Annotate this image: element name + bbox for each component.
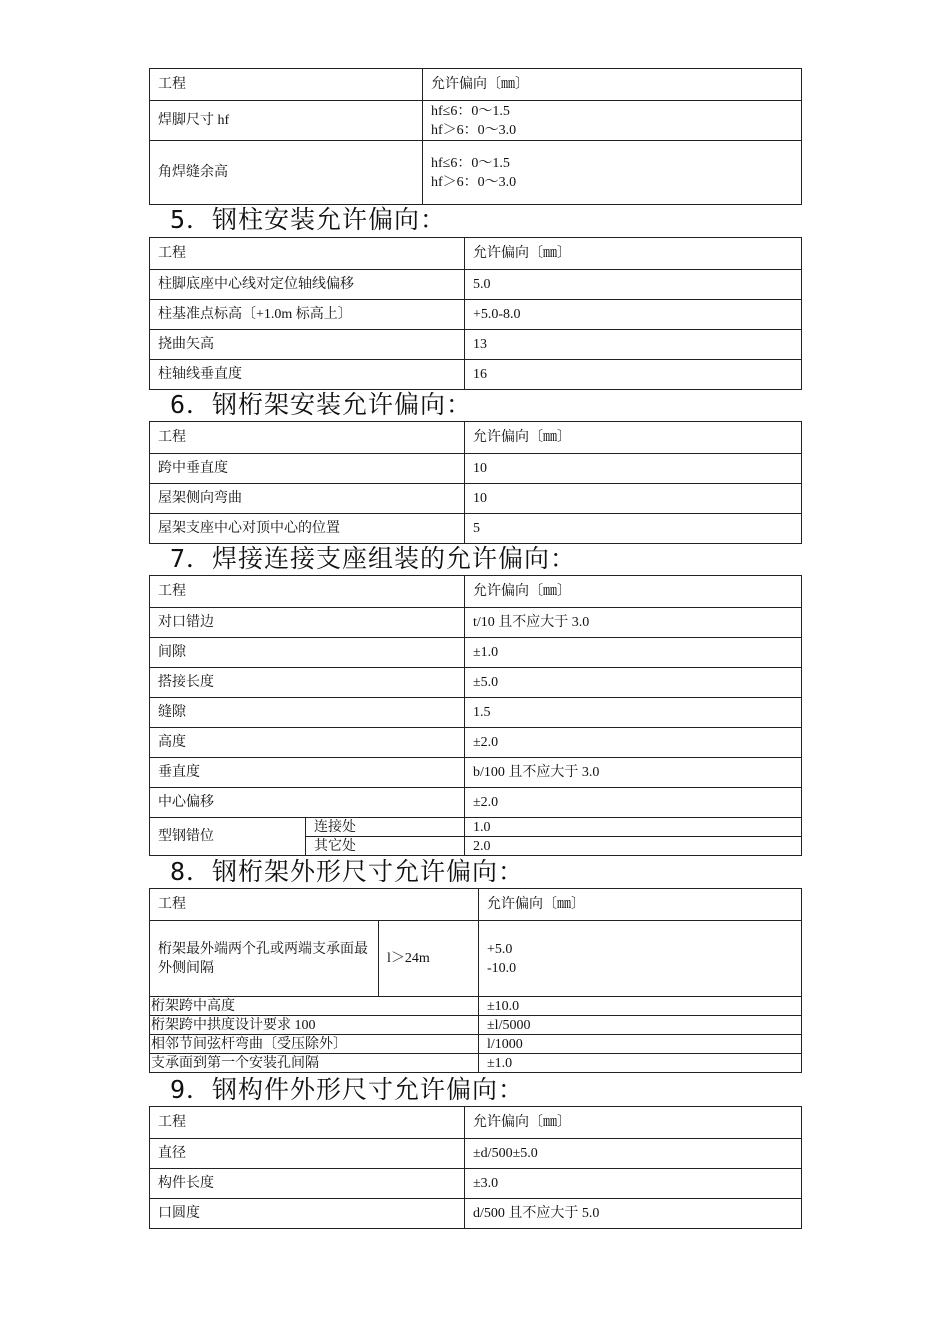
section-heading: 9．钢构件外形尺寸允许偏向：	[170, 1075, 525, 1104]
row-item: 相邻节间弦杆弯曲〔受压除外〕	[150, 1035, 479, 1054]
table-header-row	[150, 1107, 802, 1139]
row-subitem: 连接处	[306, 818, 465, 837]
row-tolerance: 5.0	[465, 270, 802, 300]
row-item: 中心偏移	[150, 788, 465, 818]
row-tolerance: ±10.0	[479, 997, 802, 1016]
table-row	[150, 1169, 802, 1199]
row-item: 直径	[150, 1139, 465, 1169]
row-tolerance: 1.0	[465, 818, 802, 837]
table-header-row	[150, 576, 802, 608]
row-tolerance: 10	[465, 454, 802, 484]
header-item: 工程	[150, 69, 423, 101]
column-install-table	[149, 237, 802, 390]
table-row	[150, 1035, 802, 1054]
header-tolerance: 允许偏向〔㎜〕	[465, 422, 802, 454]
header-tolerance: 允许偏向〔㎜〕	[465, 1107, 802, 1139]
truss-install-table	[149, 421, 802, 544]
row-tolerance: 1.5	[465, 698, 802, 728]
row-item: 支承面到第一个安装孔间隔	[150, 1054, 479, 1073]
row-tolerance: 13	[465, 330, 802, 360]
row-condition: l＞24m	[379, 921, 479, 997]
header-item: 工程	[150, 576, 465, 608]
row-item: 搭接长度	[150, 668, 465, 698]
table-row	[150, 608, 802, 638]
row-item: 垂直度	[150, 758, 465, 788]
row-tolerance: ±3.0	[465, 1169, 802, 1199]
row-tolerance: ±1.0	[479, 1054, 802, 1073]
table-header-row	[150, 889, 802, 921]
row-item: 跨中垂直度	[150, 454, 465, 484]
table-row	[150, 758, 802, 788]
tolerance-line: -10.0	[487, 960, 517, 976]
tolerance-line: hf≤6：0～1.5	[431, 103, 510, 119]
table-row	[150, 668, 802, 698]
row-item: 缝隙	[150, 698, 465, 728]
table-row	[150, 698, 802, 728]
tolerance-line: +5.0	[487, 941, 513, 957]
header-tolerance: 允许偏向〔㎜〕	[465, 576, 802, 608]
row-item: 桁架跨中拱度设计要求 100	[150, 1016, 479, 1035]
header-item: 工程	[150, 889, 479, 921]
row-item: 间隙	[150, 638, 465, 668]
header-item: 工程	[150, 422, 465, 454]
section-heading: 6．钢桁架安装允许偏向：	[170, 390, 473, 419]
table-row	[150, 728, 802, 758]
table-row	[150, 818, 802, 837]
tolerance-line: hf＞6：0～3.0	[431, 122, 517, 138]
row-item: 挠曲矢高	[150, 330, 465, 360]
row-item: 柱轴线垂直度	[150, 360, 465, 390]
table-row	[150, 788, 802, 818]
row-item: 屋架侧向弯曲	[150, 484, 465, 514]
tolerance-line: hf≤6：0～1.5	[431, 155, 510, 171]
row-item: 柱基准点标高〔+1.0m 标高上〕	[150, 300, 465, 330]
row-item: 对口错边	[150, 608, 465, 638]
row-tolerance: b/100 且不应大于 3.0	[465, 758, 802, 788]
table-row	[150, 1054, 802, 1073]
row-item: 构件长度	[150, 1169, 465, 1199]
row-item: 桁架跨中高度	[150, 997, 479, 1016]
header-tolerance: 允许偏向〔㎜〕	[479, 889, 802, 921]
row-tolerance: 10	[465, 484, 802, 514]
tolerance-line: hf＞6：0～3.0	[431, 174, 517, 190]
weld-tolerance-table	[149, 68, 802, 205]
row-item: 角焊缝余高	[150, 141, 423, 205]
truss-shape-table	[149, 888, 802, 1073]
header-tolerance: 允许偏向〔㎜〕	[423, 69, 802, 101]
member-shape-table	[149, 1106, 802, 1229]
row-tolerance: d/500 且不应大于 5.0	[465, 1199, 802, 1229]
row-tolerance: 5	[465, 514, 802, 544]
row-tolerance: ±2.0	[465, 788, 802, 818]
section-heading: 7．焊接连接支座组装的允许偏向：	[170, 544, 577, 573]
row-tolerance: ±l/5000	[479, 1016, 802, 1035]
row-tolerance: ±5.0	[465, 668, 802, 698]
row-tolerance: 16	[465, 360, 802, 390]
row-item: 高度	[150, 728, 465, 758]
row-tolerance: t/10 且不应大于 3.0	[465, 608, 802, 638]
table-row	[150, 1199, 802, 1229]
row-item: 桁架最外端两个孔或两端支承面最外侧间隔	[150, 921, 379, 997]
row-subitem: 其它处	[306, 837, 465, 856]
weld-support-table	[149, 575, 802, 856]
section-heading: 5．钢柱安装允许偏向：	[170, 205, 447, 234]
row-tolerance: 2.0	[465, 837, 802, 856]
row-item: 焊脚尺寸 hf	[150, 101, 423, 141]
row-tolerance: ±2.0	[465, 728, 802, 758]
table-row	[150, 141, 802, 205]
row-item: 口圆度	[150, 1199, 465, 1229]
table-row	[150, 300, 802, 330]
table-row	[150, 360, 802, 390]
row-tolerance: l/1000	[479, 1035, 802, 1054]
header-item: 工程	[150, 1107, 465, 1139]
row-tolerance	[423, 101, 802, 141]
table-row	[150, 101, 802, 141]
table-header-row	[150, 238, 802, 270]
table-row	[150, 484, 802, 514]
row-item: 型钢错位	[150, 818, 306, 856]
row-tolerance: ±d/500±5.0	[465, 1139, 802, 1169]
table-row	[150, 454, 802, 484]
section-heading: 8．钢桁架外形尺寸允许偏向：	[170, 857, 525, 886]
table-header-row	[150, 422, 802, 454]
table-header-row	[150, 69, 802, 101]
table-row	[150, 1016, 802, 1035]
row-tolerance: +5.0-8.0	[465, 300, 802, 330]
header-item: 工程	[150, 238, 465, 270]
table-row	[150, 638, 802, 668]
row-item: 柱脚底座中心线对定位轴线偏移	[150, 270, 465, 300]
row-item: 屋架支座中心对顶中心的位置	[150, 514, 465, 544]
row-tolerance	[479, 921, 802, 997]
table-row	[150, 921, 802, 997]
row-tolerance: ±1.0	[465, 638, 802, 668]
header-tolerance: 允许偏向〔㎜〕	[465, 238, 802, 270]
row-tolerance	[423, 141, 802, 205]
table-row	[150, 514, 802, 544]
table-row	[150, 997, 802, 1016]
table-row	[150, 1139, 802, 1169]
table-row	[150, 330, 802, 360]
table-row	[150, 270, 802, 300]
